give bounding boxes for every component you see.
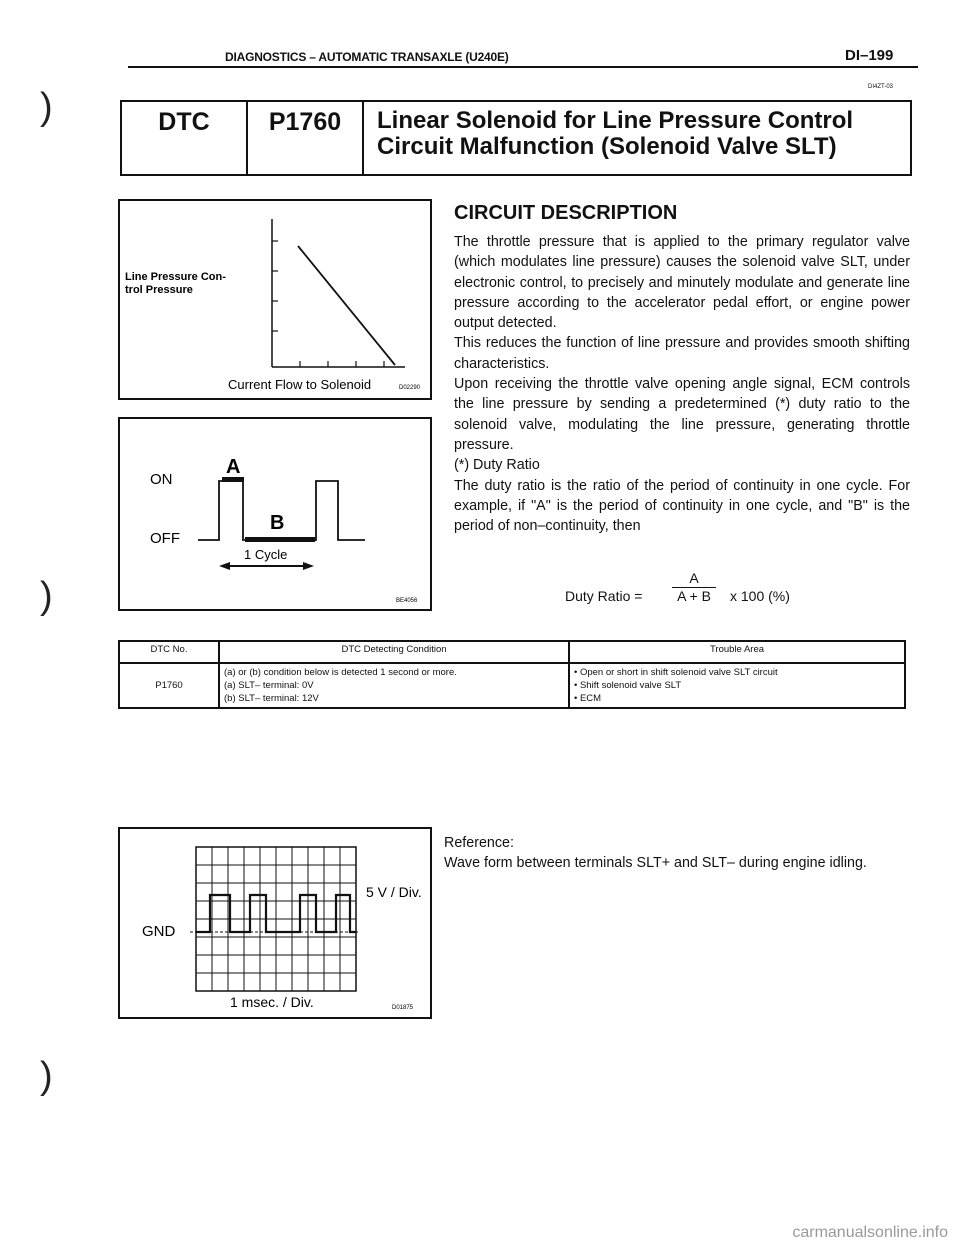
time-div-label: 1 msec. / Div.: [230, 994, 314, 1010]
condition-line: (a) SLT– terminal: 0V: [224, 680, 314, 691]
dtc-code: P1760: [248, 102, 364, 174]
duty-ratio-label: Duty Ratio =: [565, 588, 643, 604]
on-label: ON: [150, 471, 173, 488]
pressure-curve: [298, 246, 395, 365]
header-rule: [128, 66, 918, 68]
duty-cycle-svg: [120, 419, 430, 609]
duty-ratio-fraction: [672, 570, 716, 604]
circuit-paragraph: This reduces the function of line pressure and provides smooth shifting characteristics.: [454, 335, 910, 372]
document-code: DI4ZT-03: [868, 84, 894, 90]
reference-text: Wave form between terminals SLT+ and SLT– during engine idling.: [444, 855, 867, 871]
oscilloscope-svg: [120, 829, 430, 1017]
b-period-bar: [245, 537, 315, 542]
margin-mark: ): [40, 1055, 53, 1097]
cycle-arrow-left: [219, 562, 230, 570]
duty-ratio-multiplier: x 100 (%): [730, 588, 790, 604]
watermark: carmanualsonline.info: [792, 1224, 948, 1241]
figure-code: BE4056: [396, 598, 418, 604]
fraction-numerator: A: [672, 570, 716, 588]
margin-mark: ): [40, 575, 53, 617]
dtc-title-line1: Linear Solenoid for Line Pressure Control: [377, 107, 854, 134]
circuit-paragraph: The duty ratio is the ratio of the period of continuity in one cycle. For example, if "A" is the period of continuity in one cycle, and "B" is the period of non–continuity, then: [454, 477, 910, 535]
trouble-area-line: • ECM: [574, 693, 602, 704]
circuit-paragraph: Upon receiving the throttle valve opening angle signal, ECM controls the line pressure by sending a predetermined (*) duty ratio to the solenoid valve, modulating the line pressure, generating throttle pressure.: [454, 376, 910, 453]
table-cell-dtc-no: P1760: [119, 663, 219, 708]
circuit-description-title: CIRCUIT DESCRIPTION: [454, 202, 678, 224]
graph-ylabel-2: trol Pressure: [125, 284, 193, 296]
line-pressure-graph-svg: [120, 201, 430, 398]
dtc-table: [118, 640, 906, 709]
figure-code: D02290: [399, 385, 421, 391]
duty-cycle-diagram: [118, 417, 432, 611]
margin-mark: ): [40, 86, 53, 128]
graph-ylabel-1: Line Pressure Con-: [125, 271, 226, 283]
circuit-paragraph: (*) Duty Ratio: [454, 457, 540, 474]
figure-code: D01875: [392, 1005, 414, 1011]
x-axis-ticks: [300, 361, 384, 367]
cycle-arrow-right: [303, 562, 314, 570]
oscilloscope-waveform: [118, 827, 432, 1019]
line-pressure-graph: [118, 199, 432, 400]
table-cell-trouble-area: [569, 663, 905, 708]
table-header: DTC No.: [119, 641, 219, 663]
scope-grid-lines: [196, 847, 356, 991]
reference-title: Reference:: [444, 835, 514, 851]
y-axis-ticks: [272, 241, 278, 331]
dtc-title-line2: Circuit Malfunction (Solenoid Valve SLT): [377, 133, 837, 160]
table-row: [119, 663, 905, 708]
dtc-title-box: [120, 100, 912, 176]
condition-line: (a) or (b) condition below is detected 1 second or more.: [224, 667, 457, 678]
table-header: Trouble Area: [569, 641, 905, 663]
table-header-row: [119, 641, 905, 663]
table-cell-condition: [219, 663, 569, 708]
fraction-denominator: A + B: [677, 588, 711, 604]
dtc-table-wrap: [118, 640, 906, 709]
reference-block: [444, 833, 914, 873]
table-header: DTC Detecting Condition: [219, 641, 569, 663]
a-label: A: [226, 456, 241, 478]
page-number: DI–199: [845, 47, 894, 64]
trouble-area-line: • Shift solenoid valve SLT: [574, 680, 682, 691]
volt-div-label: 5 V / Div.: [366, 884, 422, 900]
dtc-title: [377, 108, 853, 160]
gnd-label: GND: [142, 923, 176, 940]
graph-xlabel: Current Flow to Solenoid: [228, 377, 372, 392]
cycle-label: 1 Cycle: [244, 547, 288, 562]
dtc-label: DTC: [122, 102, 248, 174]
condition-line: (b) SLT– terminal: 12V: [224, 693, 319, 704]
circuit-description-body: [454, 232, 910, 536]
circuit-paragraph: The throttle pressure that is applied to the primary regulator valve (which modulates line pressure) causes the solenoid valve SLT, under electronic control, to precisely and minutely modulate and generate line pressure according to the accelerator pedal effort, or engine power output detected.: [454, 234, 910, 332]
b-label: B: [270, 512, 285, 534]
section-header: DIAGNOSTICS – AUTOMATIC TRANSAXLE (U240E): [225, 50, 509, 64]
trouble-area-line: • Open or short in shift solenoid valve SLT circuit: [574, 667, 778, 678]
off-label: OFF: [150, 530, 180, 547]
